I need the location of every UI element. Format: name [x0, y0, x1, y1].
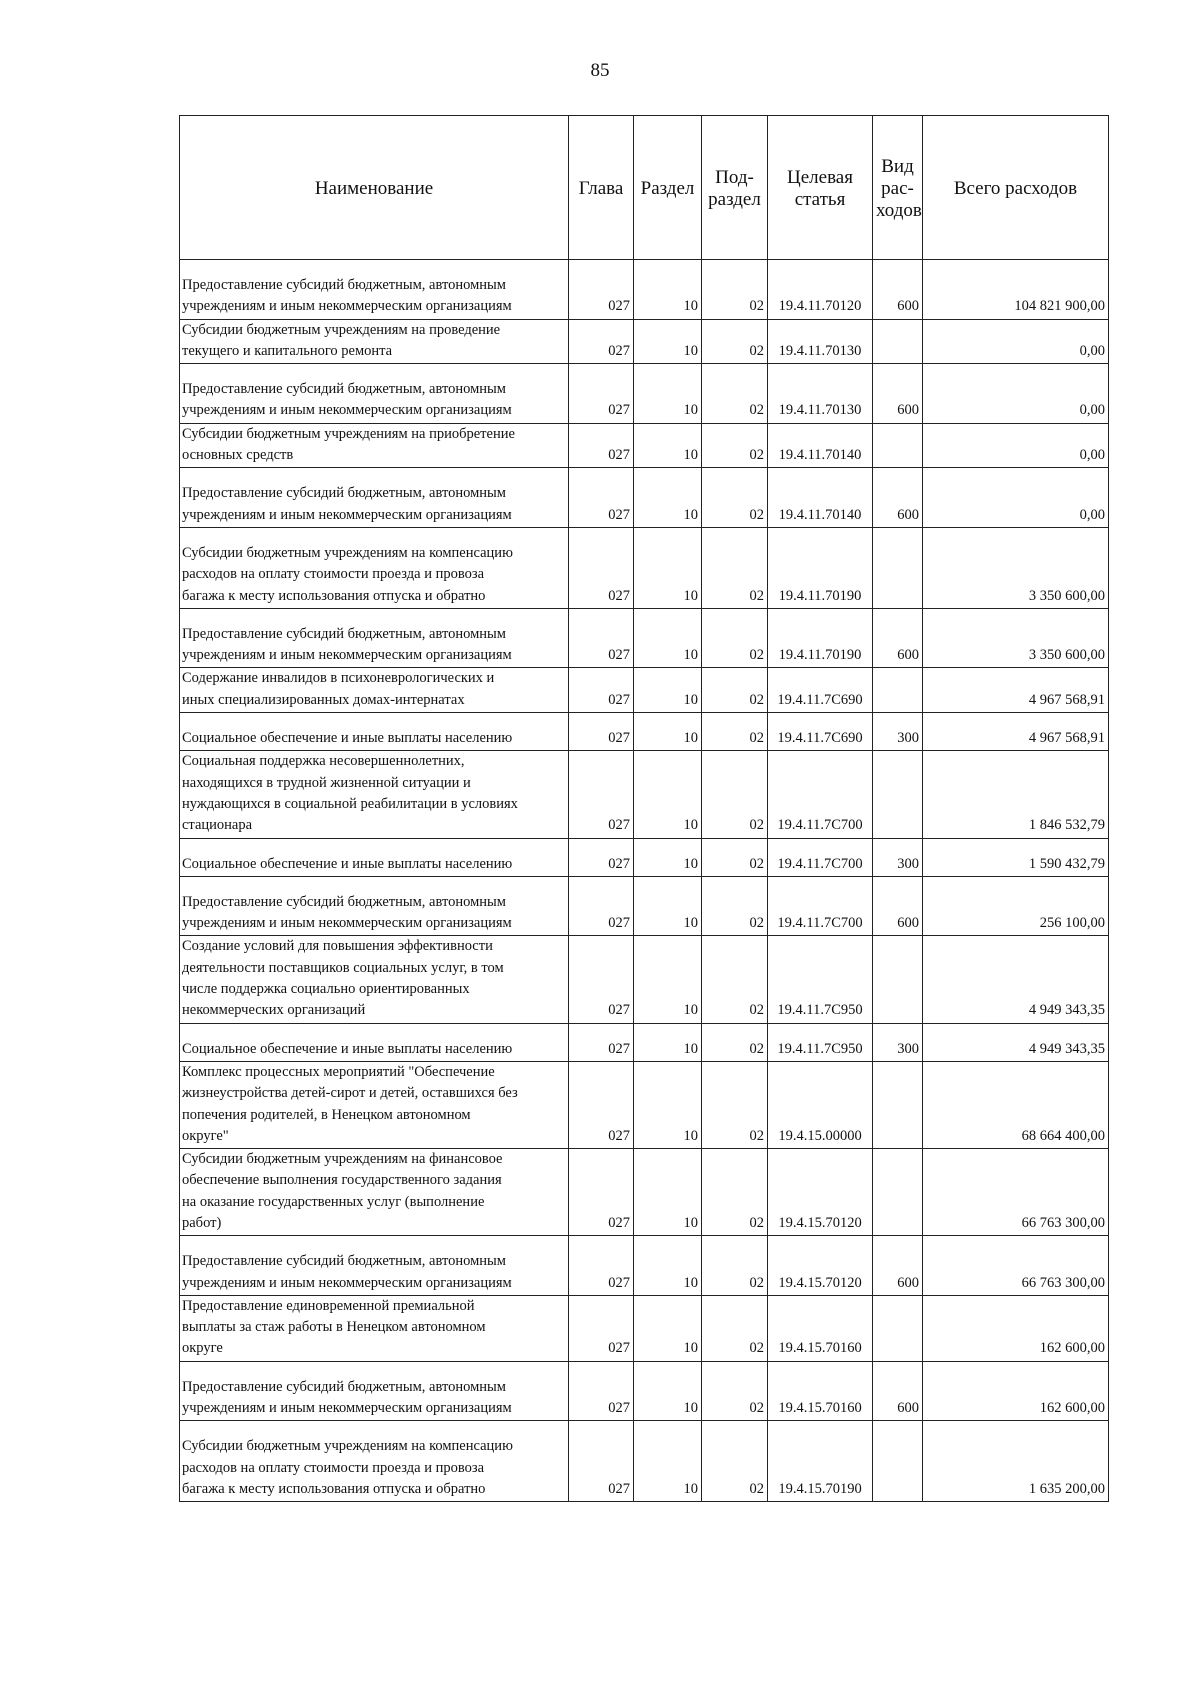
- cell-target: 19.4.11.7С690: [768, 668, 873, 713]
- cell-section: 10: [634, 608, 702, 668]
- cell-subsection: 02: [702, 668, 768, 713]
- cell-section: 10: [634, 668, 702, 713]
- cell-chapter: 027: [569, 936, 634, 1023]
- cell-section: 10: [634, 527, 702, 608]
- cell-subsection: 02: [702, 364, 768, 424]
- cell-chapter: 027: [569, 1236, 634, 1296]
- header-chapter: Глава: [569, 116, 634, 260]
- page-number: 85: [590, 60, 610, 81]
- cell-target: 19.4.15.70160: [768, 1295, 873, 1361]
- table-row: [180, 423, 1109, 468]
- header-subsection: Под- раздел: [702, 116, 768, 260]
- cell-name: Содержание инвалидов в психоневрологических и иных специализированных домах-интернатах: [180, 668, 569, 713]
- cell-chapter: 027: [569, 527, 634, 608]
- cell-type: 300: [873, 838, 923, 876]
- cell-total: 4 949 343,35: [923, 1023, 1109, 1061]
- cell-section: 10: [634, 468, 702, 528]
- cell-name: Субсидии бюджетным учреждениям на приобретение основных средств: [180, 423, 569, 468]
- cell-name: Предоставление субсидий бюджетным, автономным учреждениям и иным некоммерческим организациям: [180, 608, 569, 668]
- cell-total: 162 600,00: [923, 1361, 1109, 1421]
- table-row: [180, 527, 1109, 608]
- cell-chapter: 027: [569, 608, 634, 668]
- cell-subsection: 02: [702, 1061, 768, 1148]
- cell-name: Создание условий для повышения эффективности деятельности поставщиков социальных услуг, в том числе поддержка социально ориентированных некоммерческих организаций: [180, 936, 569, 1023]
- cell-subsection: 02: [702, 423, 768, 468]
- cell-total: 0,00: [923, 319, 1109, 364]
- cell-subsection: 02: [702, 527, 768, 608]
- cell-subsection: 02: [702, 1421, 768, 1502]
- header-total: Всего расходов: [923, 116, 1109, 260]
- cell-type: 300: [873, 1023, 923, 1061]
- header-name: Наименование: [180, 116, 569, 260]
- cell-name: Субсидии бюджетным учреждениям на финансовое обеспечение выполнения государственного задания на оказание государственных услуг (выполнение работ): [180, 1149, 569, 1236]
- cell-type: 600: [873, 876, 923, 936]
- cell-type: [873, 319, 923, 364]
- header-target: Целевая статья: [768, 116, 873, 260]
- table-row: [180, 319, 1109, 364]
- table-row: [180, 876, 1109, 936]
- cell-total: 66 763 300,00: [923, 1149, 1109, 1236]
- cell-name: Социальное обеспечение и иные выплаты населению: [180, 838, 569, 876]
- cell-section: 10: [634, 751, 702, 838]
- cell-subsection: 02: [702, 319, 768, 364]
- cell-target: 19.4.15.70190: [768, 1421, 873, 1502]
- table-row: [180, 713, 1109, 751]
- cell-type: 300: [873, 713, 923, 751]
- cell-type: [873, 1149, 923, 1236]
- cell-target: 19.4.15.70120: [768, 1149, 873, 1236]
- cell-name: Социальное обеспечение и иные выплаты населению: [180, 1023, 569, 1061]
- table-row: [180, 668, 1109, 713]
- header-type: Вид рас- ходов: [873, 116, 923, 260]
- table-row: [180, 608, 1109, 668]
- cell-total: 4 949 343,35: [923, 936, 1109, 1023]
- cell-section: 10: [634, 364, 702, 424]
- cell-section: 10: [634, 1361, 702, 1421]
- cell-target: 19.4.11.7С700: [768, 751, 873, 838]
- cell-type: [873, 1421, 923, 1502]
- cell-chapter: 027: [569, 751, 634, 838]
- cell-total: 0,00: [923, 423, 1109, 468]
- cell-target: 19.4.11.7С950: [768, 1023, 873, 1061]
- cell-target: 19.4.11.7С700: [768, 838, 873, 876]
- cell-chapter: 027: [569, 1295, 634, 1361]
- cell-target: 19.4.15.70160: [768, 1361, 873, 1421]
- cell-subsection: 02: [702, 713, 768, 751]
- cell-subsection: 02: [702, 1361, 768, 1421]
- cell-target: 19.4.15.00000: [768, 1061, 873, 1148]
- cell-name: Предоставление единовременной премиальной выплаты за стаж работы в Ненецком автономном округе: [180, 1295, 569, 1361]
- cell-type: [873, 751, 923, 838]
- cell-section: 10: [634, 713, 702, 751]
- cell-name: Субсидии бюджетным учреждениям на проведение текущего и капитального ремонта: [180, 319, 569, 364]
- cell-target: 19.4.11.70120: [768, 260, 873, 320]
- cell-target: 19.4.11.70130: [768, 364, 873, 424]
- table-row: [180, 936, 1109, 1023]
- table-row: [180, 1023, 1109, 1061]
- cell-section: 10: [634, 319, 702, 364]
- cell-total: 4 967 568,91: [923, 668, 1109, 713]
- cell-chapter: 027: [569, 1361, 634, 1421]
- cell-type: 600: [873, 364, 923, 424]
- table-body: [180, 260, 1109, 1502]
- cell-name: Социальное обеспечение и иные выплаты населению: [180, 713, 569, 751]
- cell-subsection: 02: [702, 936, 768, 1023]
- cell-subsection: 02: [702, 751, 768, 838]
- cell-total: 1 590 432,79: [923, 838, 1109, 876]
- cell-name: Предоставление субсидий бюджетным, автономным учреждениям и иным некоммерческим организациям: [180, 468, 569, 528]
- cell-type: 600: [873, 1361, 923, 1421]
- cell-section: 10: [634, 838, 702, 876]
- header-section: Раздел: [634, 116, 702, 260]
- table-row: [180, 1149, 1109, 1236]
- cell-total: 3 350 600,00: [923, 608, 1109, 668]
- cell-chapter: 027: [569, 1023, 634, 1061]
- cell-total: 162 600,00: [923, 1295, 1109, 1361]
- cell-chapter: 027: [569, 876, 634, 936]
- cell-subsection: 02: [702, 876, 768, 936]
- cell-subsection: 02: [702, 1023, 768, 1061]
- cell-subsection: 02: [702, 1295, 768, 1361]
- table-row: [180, 1361, 1109, 1421]
- cell-chapter: 027: [569, 668, 634, 713]
- table-row: [180, 838, 1109, 876]
- cell-section: 10: [634, 1061, 702, 1148]
- cell-target: 19.4.11.70140: [768, 423, 873, 468]
- cell-chapter: 027: [569, 1421, 634, 1502]
- cell-total: 4 967 568,91: [923, 713, 1109, 751]
- cell-target: 19.4.11.70140: [768, 468, 873, 528]
- cell-total: 0,00: [923, 364, 1109, 424]
- cell-total: 0,00: [923, 468, 1109, 528]
- cell-type: [873, 936, 923, 1023]
- cell-total: 1 635 200,00: [923, 1421, 1109, 1502]
- cell-chapter: 027: [569, 260, 634, 320]
- cell-type: 600: [873, 468, 923, 528]
- cell-type: 600: [873, 608, 923, 668]
- cell-target: 19.4.15.70120: [768, 1236, 873, 1296]
- cell-type: 600: [873, 260, 923, 320]
- cell-name: Субсидии бюджетным учреждениям на компенсацию расходов на оплату стоимости проезда и провоза багажа к месту использования отпуска и обратно: [180, 1421, 569, 1502]
- cell-target: 19.4.11.70190: [768, 527, 873, 608]
- table-row: [180, 1061, 1109, 1148]
- cell-target: 19.4.11.70130: [768, 319, 873, 364]
- cell-name: Предоставление субсидий бюджетным, автономным учреждениям и иным некоммерческим организациям: [180, 260, 569, 320]
- header-row: [180, 116, 1109, 260]
- cell-subsection: 02: [702, 468, 768, 528]
- cell-section: 10: [634, 1149, 702, 1236]
- cell-total: 104 821 900,00: [923, 260, 1109, 320]
- cell-target: 19.4.11.7С700: [768, 876, 873, 936]
- cell-type: [873, 1061, 923, 1148]
- cell-type: [873, 423, 923, 468]
- cell-type: [873, 1295, 923, 1361]
- cell-section: 10: [634, 1236, 702, 1296]
- table-row: [180, 1295, 1109, 1361]
- cell-chapter: 027: [569, 838, 634, 876]
- cell-section: 10: [634, 876, 702, 936]
- cell-name: Предоставление субсидий бюджетным, автономным учреждениям и иным некоммерческим организациям: [180, 876, 569, 936]
- cell-target: 19.4.11.7С950: [768, 936, 873, 1023]
- cell-section: 10: [634, 1421, 702, 1502]
- budget-table: [179, 115, 1109, 1502]
- cell-total: 68 664 400,00: [923, 1061, 1109, 1148]
- cell-chapter: 027: [569, 1149, 634, 1236]
- cell-section: 10: [634, 1023, 702, 1061]
- cell-section: 10: [634, 936, 702, 1023]
- cell-name: Предоставление субсидий бюджетным, автономным учреждениям и иным некоммерческим организациям: [180, 364, 569, 424]
- table-row: [180, 1236, 1109, 1296]
- cell-chapter: 027: [569, 1061, 634, 1148]
- table-row: [180, 468, 1109, 528]
- cell-name: Предоставление субсидий бюджетным, автономным учреждениям и иным некоммерческим организациям: [180, 1361, 569, 1421]
- cell-section: 10: [634, 260, 702, 320]
- cell-type: [873, 527, 923, 608]
- cell-name: Социальная поддержка несовершеннолетних, находящихся в трудной жизненной ситуации и нуждающихся в социальной реабилитации в условиях стационара: [180, 751, 569, 838]
- cell-type: [873, 668, 923, 713]
- cell-chapter: 027: [569, 423, 634, 468]
- table-row: [180, 751, 1109, 838]
- cell-chapter: 027: [569, 319, 634, 364]
- cell-chapter: 027: [569, 713, 634, 751]
- cell-type: 600: [873, 1236, 923, 1296]
- table-row: [180, 364, 1109, 424]
- cell-total: 256 100,00: [923, 876, 1109, 936]
- cell-target: 19.4.11.7С690: [768, 713, 873, 751]
- cell-subsection: 02: [702, 1149, 768, 1236]
- cell-total: 3 350 600,00: [923, 527, 1109, 608]
- cell-chapter: 027: [569, 364, 634, 424]
- cell-subsection: 02: [702, 1236, 768, 1296]
- cell-subsection: 02: [702, 608, 768, 668]
- cell-total: 66 763 300,00: [923, 1236, 1109, 1296]
- cell-subsection: 02: [702, 838, 768, 876]
- cell-name: Предоставление субсидий бюджетным, автономным учреждениям и иным некоммерческим организациям: [180, 1236, 569, 1296]
- cell-chapter: 027: [569, 468, 634, 528]
- table-row: [180, 1421, 1109, 1502]
- cell-subsection: 02: [702, 260, 768, 320]
- table-row: [180, 260, 1109, 320]
- cell-section: 10: [634, 1295, 702, 1361]
- cell-total: 1 846 532,79: [923, 751, 1109, 838]
- cell-name: Комплекс процессных мероприятий "Обеспечение жизнеустройства детей-сирот и детей, оставшихся без попечения родителей, в Ненецком автономном округе": [180, 1061, 569, 1148]
- cell-name: Субсидии бюджетным учреждениям на компенсацию расходов на оплату стоимости проезда и провоза багажа к месту использования отпуска и обратно: [180, 527, 569, 608]
- cell-section: 10: [634, 423, 702, 468]
- cell-target: 19.4.11.70190: [768, 608, 873, 668]
